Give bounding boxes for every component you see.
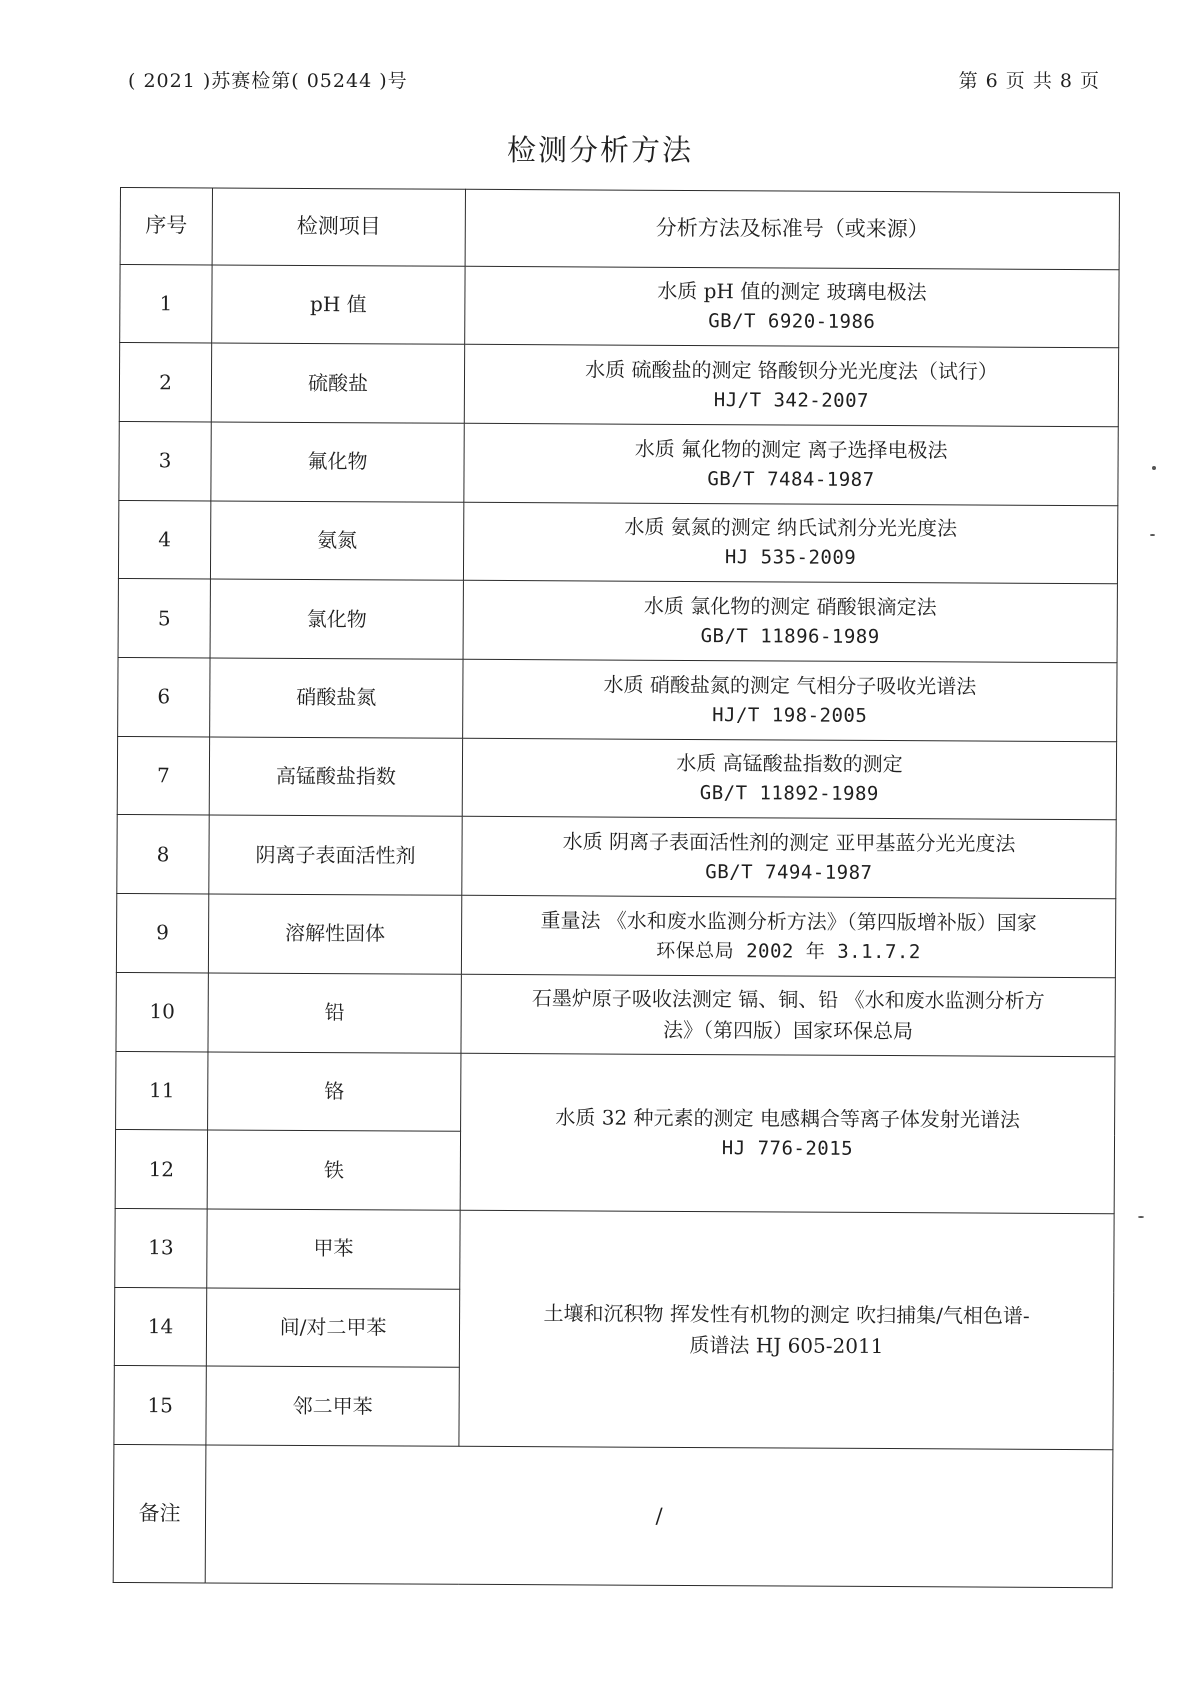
method-standard: GB/T 11896-1989	[700, 624, 880, 648]
row-seq: 12	[115, 1130, 207, 1209]
row-seq: 1	[120, 264, 212, 343]
method-name: 水质 氯化物的测定 硝酸银滴定法	[643, 593, 937, 620]
row-seq: 11	[116, 1051, 208, 1130]
row-seq: 2	[119, 343, 211, 422]
method-name: 水质 硝酸盐氮的测定 气相分子吸收光谱法	[603, 672, 977, 699]
page-indicator: 第 6 页 共 8 页	[958, 70, 1100, 92]
method-standard: 法》（第四版）国家环保总局	[663, 1017, 914, 1043]
row-seq: 15	[114, 1366, 206, 1445]
method-name: 水质 阴离子表面活性剂的测定 亚甲基蓝分光光度法	[562, 829, 1016, 856]
method-standard: GB/T 7494-1987	[705, 861, 873, 885]
table-row	[118, 579, 1117, 663]
table-row	[116, 894, 1115, 978]
method-standard: HJ 776-2015	[721, 1136, 854, 1160]
method-name: 水质 氟化物的测定 离子选择电极法	[634, 436, 948, 462]
header-seq: 序号	[120, 188, 212, 265]
report-number: ( 2021 )苏赛检第( 05244 )号	[128, 70, 408, 92]
row-item: 铅	[208, 973, 461, 1053]
table-header-row	[120, 188, 1119, 270]
row-method	[463, 502, 1117, 584]
row-item: 溶解性固体	[208, 894, 461, 974]
method-standard: GB/T 11892-1989	[699, 782, 879, 806]
row-method	[462, 817, 1116, 899]
method-name: 水质 32 种元素的测定 电感耦合等离子体发射光谱法	[555, 1104, 1020, 1132]
row-seq: 10	[116, 972, 208, 1051]
row-method	[463, 581, 1117, 663]
row-method	[464, 423, 1118, 505]
row-item: pH 值	[212, 264, 465, 344]
method-standard: 环保总局 2002 年 3.1.7.2	[656, 939, 921, 963]
remarks-row	[113, 1445, 1113, 1588]
table-row	[115, 1208, 1114, 1292]
row-method	[464, 345, 1118, 427]
row-item: 硝酸盐氮	[210, 658, 463, 738]
row-method	[465, 266, 1119, 348]
remarks-value: /	[205, 1445, 1113, 1588]
scan-speck	[1138, 1216, 1144, 1218]
row-seq: 5	[118, 579, 210, 658]
row-seq: 14	[114, 1287, 206, 1366]
scan-speck	[1150, 534, 1155, 536]
table-row	[119, 421, 1118, 505]
header-method: 分析方法及标准号（或来源）	[465, 189, 1119, 269]
row-method-merged	[459, 1210, 1114, 1450]
remarks-label: 备注	[113, 1445, 206, 1583]
page-title: 检测分析方法	[506, 133, 693, 167]
method-name: 重量法 《水和废水监测分析方法》（第四版增补版）国家	[540, 907, 1037, 935]
method-name: 水质 高锰酸盐指数的测定	[676, 751, 903, 777]
row-method-merged	[460, 1053, 1115, 1214]
methods-table	[113, 187, 1120, 1588]
row-item: 硫酸盐	[211, 343, 464, 423]
method-name: 石墨炉原子吸收法测定 镉、铜、铅 《水和废水监测分析方	[531, 985, 1045, 1013]
row-seq: 6	[118, 658, 210, 737]
row-seq: 4	[118, 500, 210, 579]
table-row	[119, 343, 1118, 427]
table-row	[118, 500, 1117, 584]
row-item: 间/对二甲苯	[206, 1288, 459, 1368]
row-item: 铁	[207, 1130, 460, 1210]
table-row	[118, 658, 1117, 742]
row-method	[461, 974, 1115, 1056]
method-standard: GB/T 6920-1986	[708, 310, 876, 334]
row-method	[461, 895, 1115, 977]
table-row	[117, 736, 1116, 820]
row-item: 铬	[208, 1052, 461, 1132]
row-method	[462, 738, 1116, 820]
method-name: 水质 氨氮的测定 纳氏试剂分光光度法	[624, 514, 958, 541]
row-seq: 13	[115, 1208, 207, 1287]
table-row	[120, 264, 1119, 348]
row-item: 氟化物	[211, 422, 464, 502]
row-seq: 9	[116, 894, 208, 973]
row-item: 甲苯	[207, 1209, 460, 1289]
method-standard: GB/T 7484-1987	[707, 467, 875, 491]
method-name: 土壤和沉积物 挥发性有机物的测定 吹扫捕集/气相色谱-	[543, 1300, 1030, 1328]
table-row	[117, 815, 1116, 899]
row-seq: 8	[117, 815, 209, 894]
row-item: 高锰酸盐指数	[209, 737, 462, 817]
table-row	[116, 972, 1115, 1056]
table-row	[116, 1051, 1115, 1135]
method-name: 水质 硫酸盐的测定 铬酸钡分光光度法（试行）	[585, 357, 998, 384]
method-standard: HJ/T 198-2005	[712, 703, 868, 727]
method-standard: HJ/T 342-2007	[713, 388, 870, 412]
method-standard: HJ 535-2009	[724, 546, 857, 570]
row-item: 氯化物	[210, 579, 463, 659]
row-seq: 7	[117, 736, 209, 815]
method-name: 水质 pH 值的测定 玻璃电极法	[657, 278, 927, 305]
row-item: 邻二甲苯	[206, 1366, 459, 1446]
header-item: 检测项目	[212, 188, 465, 266]
method-standard: 质谱法 HJ 605-2011	[689, 1332, 884, 1358]
row-item: 氨氮	[210, 501, 463, 581]
scan-speck	[1152, 466, 1156, 470]
row-method	[463, 659, 1117, 741]
row-seq: 3	[119, 421, 211, 500]
row-item: 阴离子表面活性剂	[209, 815, 462, 895]
